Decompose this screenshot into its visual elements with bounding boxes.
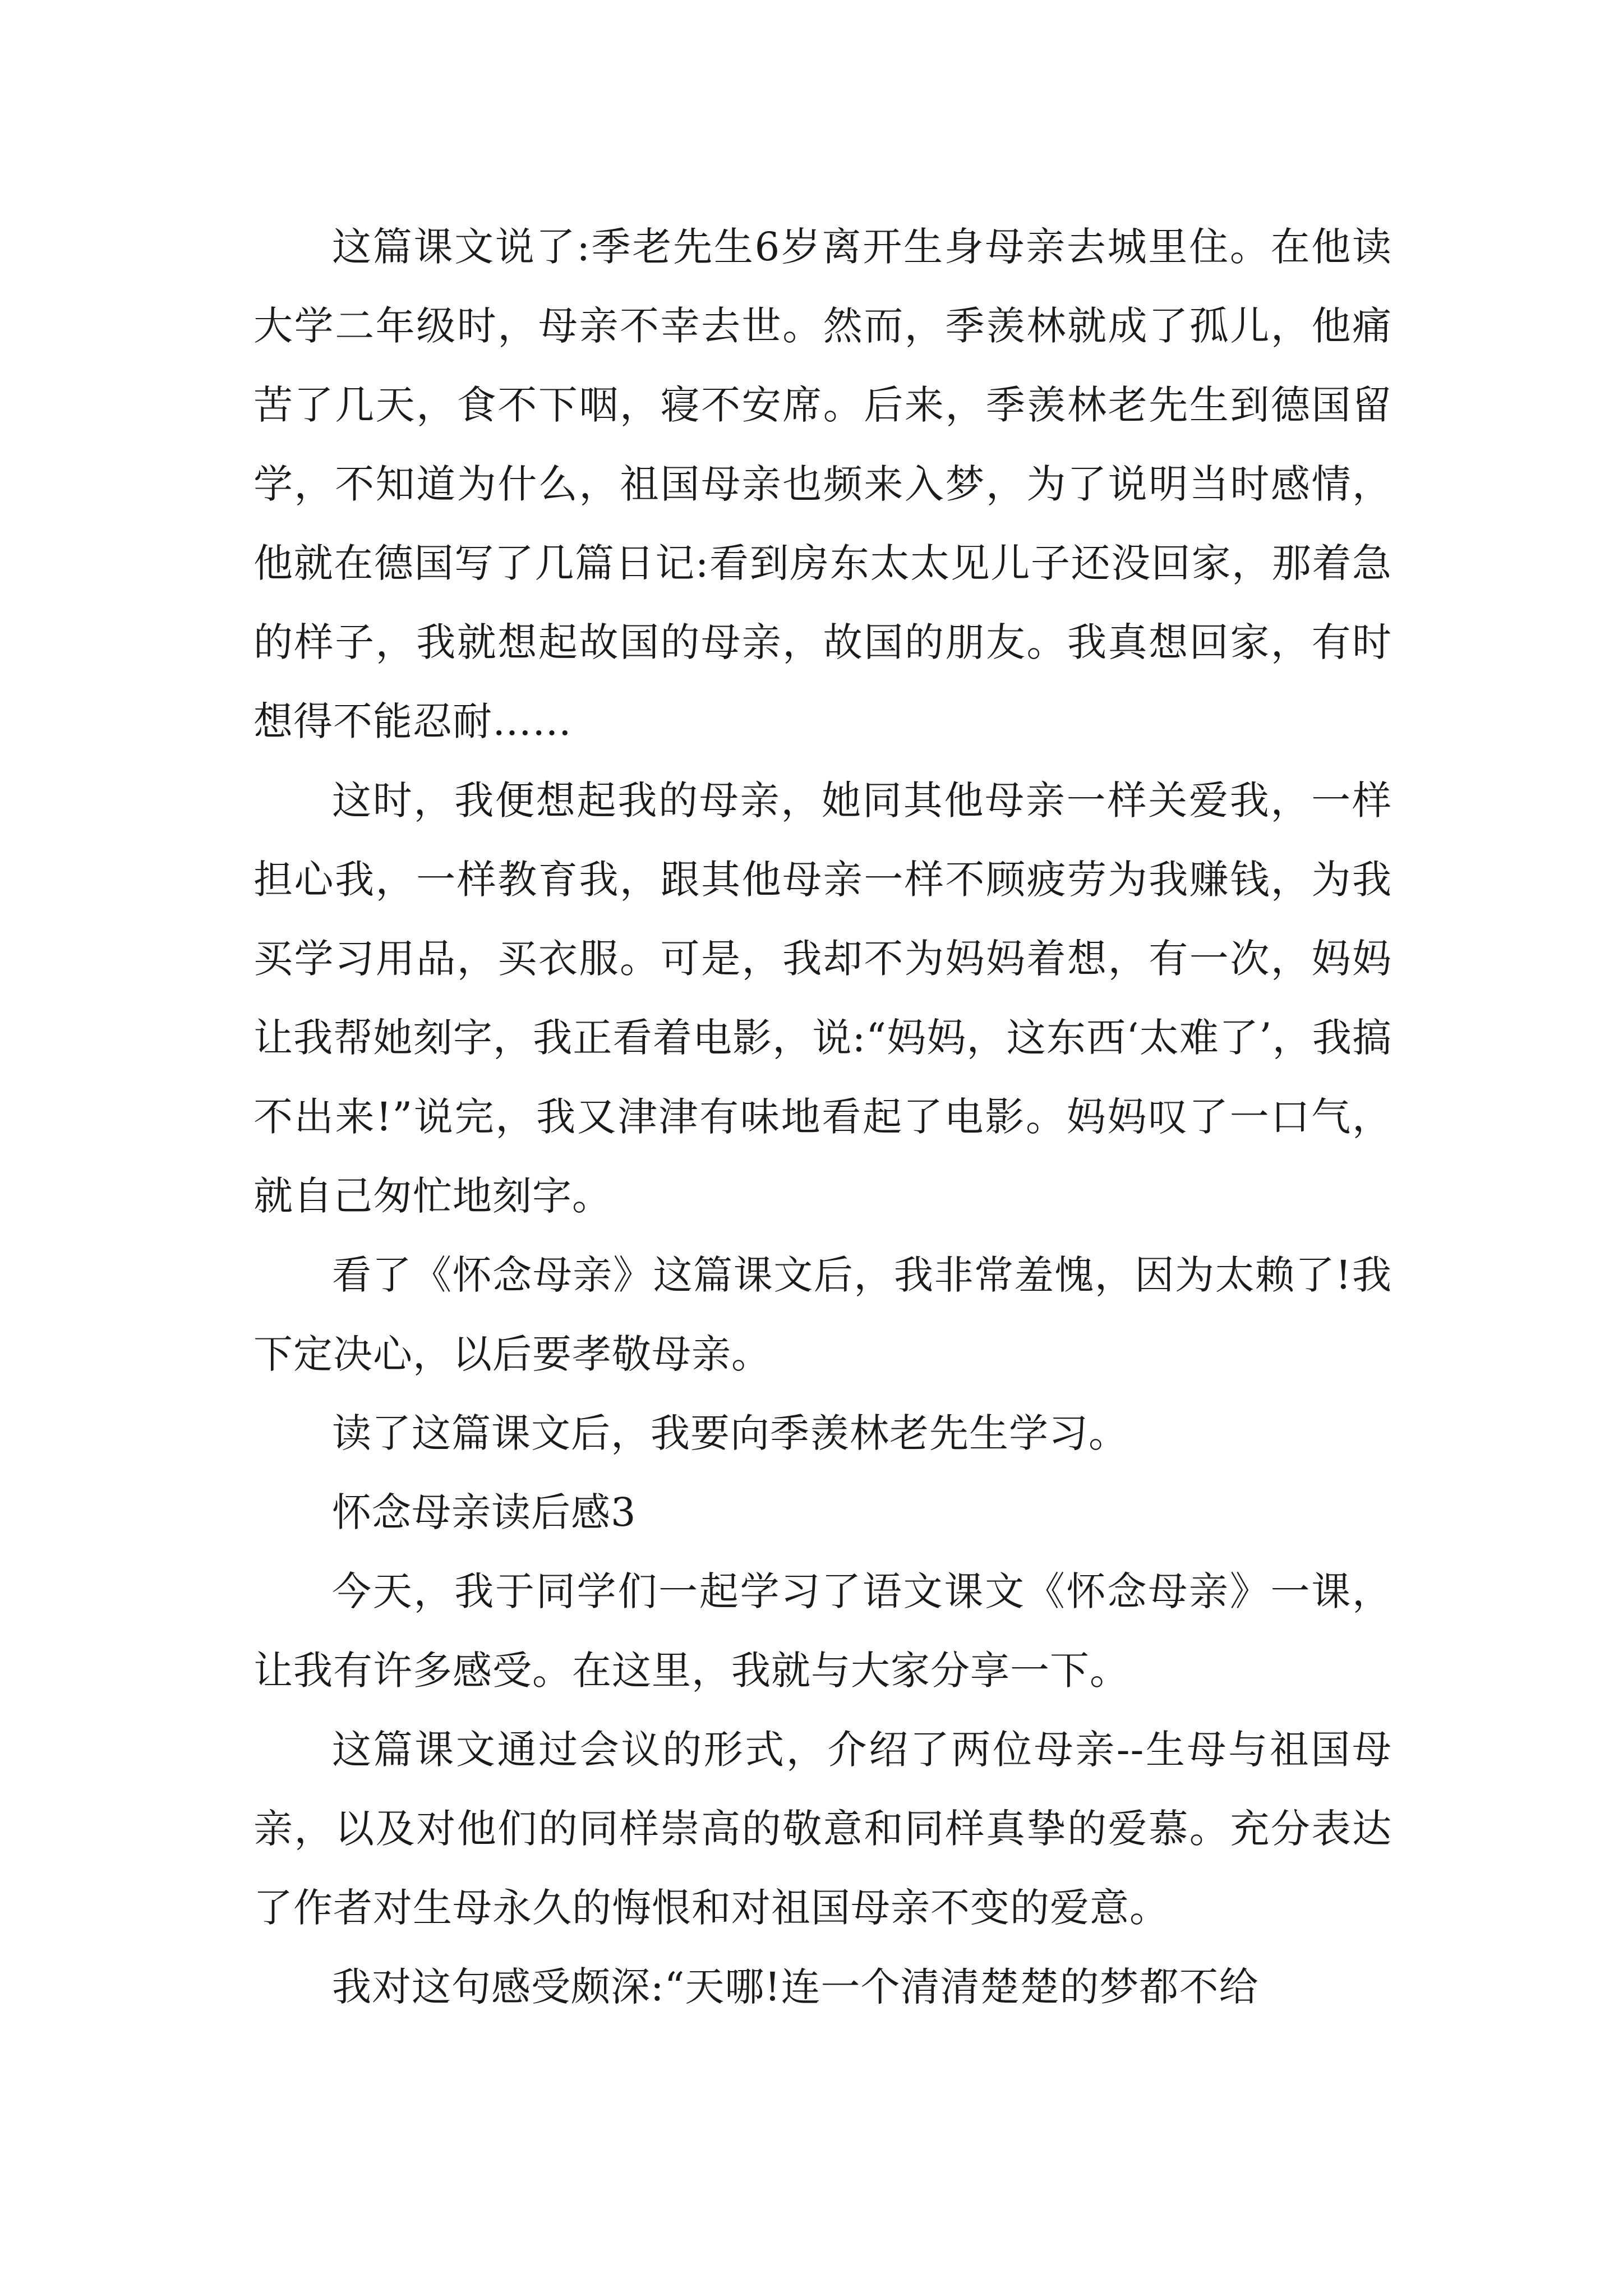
paragraph-3: 看了《怀念母亲》这篇课文后，我非常羞愧，因为太赖了!我下定决心，以后要孝敬母亲。	[253, 1252, 1392, 1377]
paragraph-1: 这篇课文说了:季老先生6岁离开生身母亲去城里住。在他读大学二年级时，母亲不幸去世。然而，季羡林就成了孤儿，他痛苦了几天，食不下咽，寝不安席。后来，季羡林老先生到德国留学，不知道为什么，祖国母亲也频来入梦，为了说明当时感情，他就在德国写了几篇日记:看到房东太太见儿子还没回家，那着急的样子，我就想起故国的母亲，故国的朋友。我真想回家，有时想得不能忍耐……	[253, 224, 1392, 744]
paragraph-5: 今天，我于同学们一起学习了语文课文《怀念母亲》一课，让我有许多感受。在这里，我就与大家分享一下。	[253, 1568, 1392, 1694]
paragraph-7: 我对这句感受颇深:“天哪!连一个清清楚楚的梦都不给	[332, 1964, 1259, 2010]
paragraph-4: 读了这篇课文后，我要向季羡林老先生学习。	[332, 1410, 1128, 1456]
section-title: 怀念母亲读后感3	[332, 1489, 637, 1535]
paragraph-2: 这时，我便想起我的母亲，她同其他母亲一样关爱我，一样担心我，一样教育我，跟其他母亲一样不顾疲劳为我赚钱，为我买学习用品，买衣服。可是，我却不为妈妈着想，有一次，妈妈让我帮她刻字，我正看着电影，说:“妈妈，这东西‘太难了’，我搞不出来!”说完，我又津津有味地看起了电影。妈妈叹了一口气，就自己匆忙地刻字。	[253, 777, 1392, 1219]
document-body	[253, 208, 1392, 2027]
paragraph-6: 这篇课文通过会议的形式，介绍了两位母亲--生母与祖国母亲，以及对他们的同样崇高的敬意和同样真挚的爱慕。充分表达了作者对生母永久的悔恨和对祖国母亲不变的爱意。	[253, 1727, 1392, 1931]
